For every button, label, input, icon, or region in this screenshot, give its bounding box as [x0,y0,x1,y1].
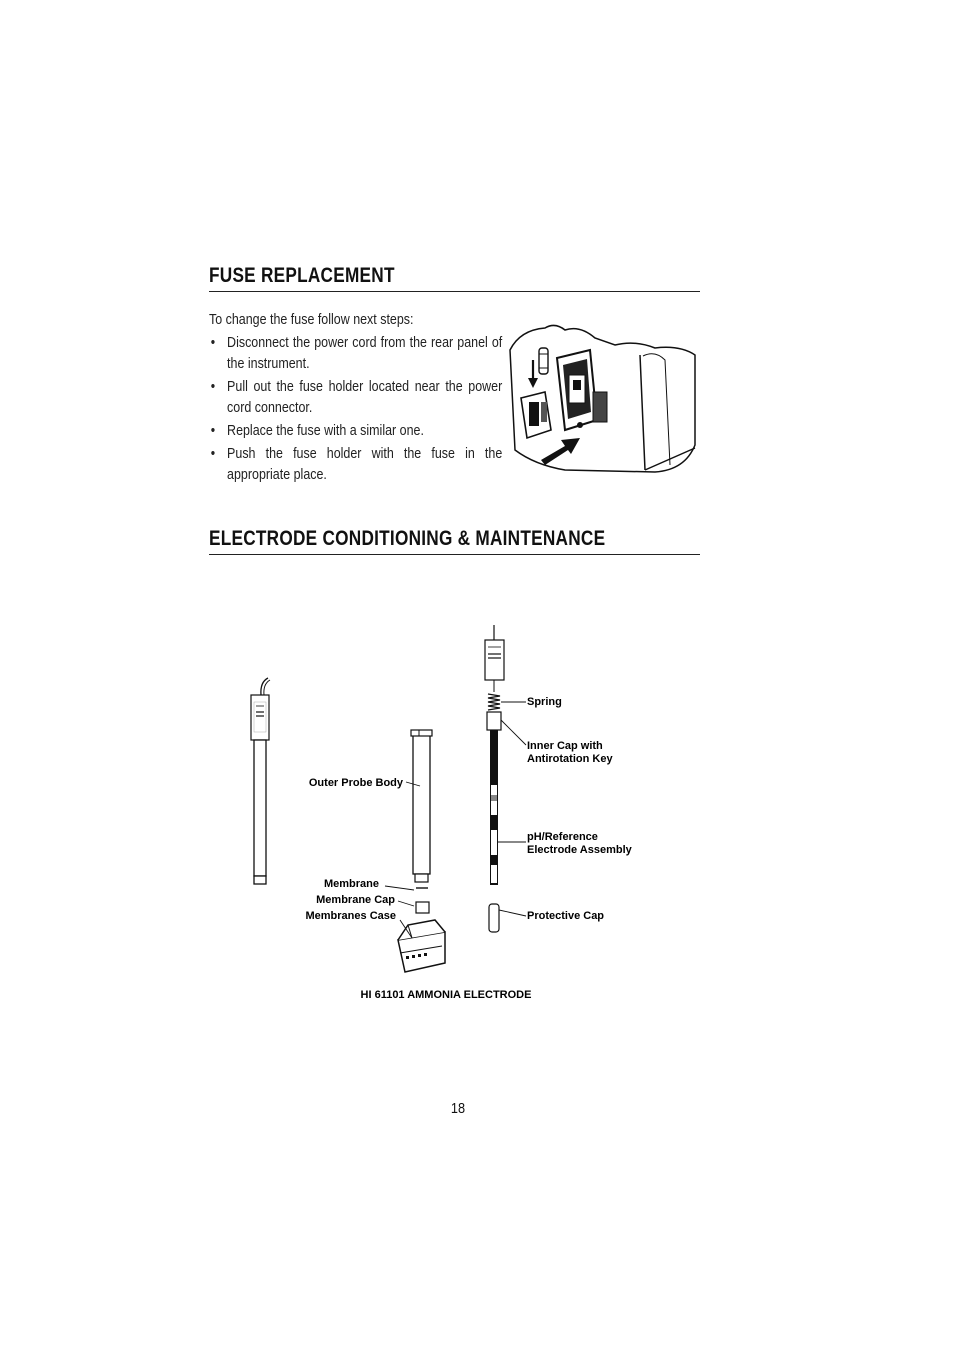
label-inner-cap-line2: Antirotation Key [527,753,613,765]
assembled-electrode [251,678,270,884]
label-membrane: Membrane [323,878,379,890]
outer-probe-body [411,730,432,913]
fuse-replacement-illustration [505,320,705,480]
fuse-step: • Disconnect the power cord from the rear panel of the instrument. [209,333,502,375]
label-protective-cap: Protective Cap [527,910,605,922]
exploded-electrode [485,625,504,932]
label-membrane-cap: Membrane Cap [316,894,395,906]
label-outer-probe-body: Outer Probe Body [308,777,403,789]
fuse-steps-list [209,333,502,488]
label-inner-cap-line1: Inner Cap with [527,740,603,752]
label-spring: Spring [527,696,562,708]
label-membranes-case: Membranes Case [305,910,396,922]
label-assembly-line2: Electrode Assembly [527,844,632,856]
electrode-diagram [230,620,670,1010]
electrode-section-rule [209,554,700,555]
electrode-section-title: ELECTRODE CONDITIONING & MAINTENANCE [209,527,606,550]
fuse-section-title: FUSE REPLACEMENT [209,264,395,287]
fuse-intro-text: To change the fuse follow next steps: [209,312,414,328]
diagram-caption: HI 61101 AMMONIA ELECTRODE [360,989,532,1001]
label-assembly-line1: pH/Reference [527,831,598,843]
fuse-step: • Push the fuse holder with the fuse in the appropriate place. [209,444,502,486]
fuse-step: • Replace the fuse with a similar one. [209,421,502,442]
fuse-step: • Pull out the fuse holder located near the power cord connector. [209,377,502,419]
fuse-section-rule [209,291,700,292]
page-number: 18 [450,1100,466,1117]
